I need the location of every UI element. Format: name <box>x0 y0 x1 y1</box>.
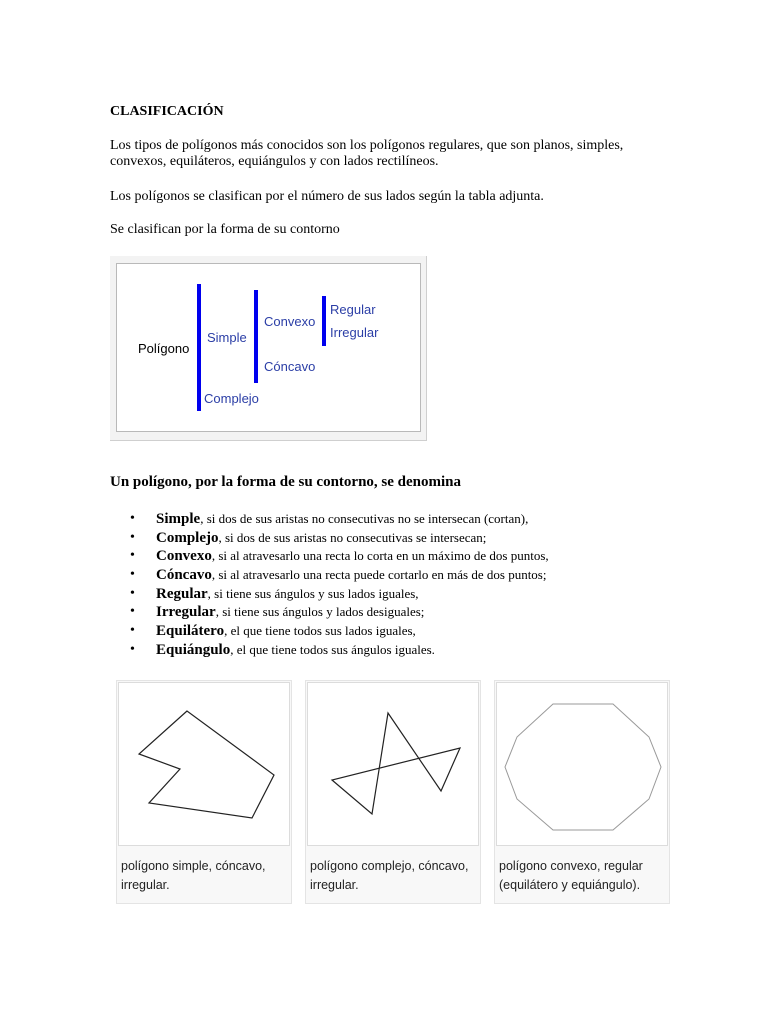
definition-term: Simple <box>156 511 201 527</box>
list-item <box>130 585 549 604</box>
diagram-regular-label: Regular <box>330 302 376 317</box>
list-item <box>130 641 549 660</box>
definitions-list <box>130 510 549 660</box>
definitions-title: Un polígono, por la forma de su contorno, se denomina <box>110 474 462 490</box>
definition-term: Cóncavo <box>156 567 212 584</box>
list-item <box>130 510 549 529</box>
simple-concave-polygon <box>119 683 291 847</box>
list-item <box>130 529 549 548</box>
figure-caption: polígono convexo, regular (equilátero y equiángulo). <box>499 859 643 892</box>
figure-card-regular <box>494 680 670 904</box>
figure-image <box>118 682 290 846</box>
diagram-convex-label: Convexo <box>264 314 316 329</box>
figure-caption: polígono simple, cóncavo, irregular. <box>121 859 266 892</box>
definition-text: , si al atravesarlo una recta lo corta en un máximo de dos puntos, <box>211 548 549 564</box>
definition-text: , si tiene sus ángulos y sus lados iguales, <box>207 585 419 601</box>
figure-image <box>496 682 668 846</box>
diagram-bracket-simple <box>254 290 258 383</box>
definition-text: , si al atravesarlo una recta puede cortarlo en más de dos puntos; <box>211 567 547 583</box>
diagram-irregular-label: Irregular <box>330 325 379 340</box>
classification-diagram <box>110 256 427 441</box>
list-item <box>130 603 549 622</box>
figure-caption: polígono complejo, cóncavo, irregular. <box>310 859 469 892</box>
definition-text: , el que tiene todos sus ángulos iguales. <box>230 641 435 657</box>
shape-paragraph: Se clasifican por la forma de su contorno <box>110 222 340 237</box>
diagram-simple-label: Simple <box>207 330 247 345</box>
diagram-bracket-root <box>197 284 201 411</box>
figure-card-simple <box>116 680 292 904</box>
diagram-concave-label: Cóncavo <box>264 359 316 374</box>
definition-text: , si dos de sus aristas no consecutivas no se intersecan (cortan), <box>200 511 529 526</box>
figure-card-complex <box>305 680 481 904</box>
figure-image <box>307 682 479 846</box>
definition-term: Convexo <box>156 548 212 565</box>
definition-term: Equilátero <box>156 623 225 640</box>
regular-decagon <box>497 683 669 847</box>
definition-text: , el que tiene todos sus lados iguales, <box>224 623 416 639</box>
definition-term: Equiángulo <box>156 641 231 658</box>
diagram-frame <box>116 263 421 432</box>
diagram-root-label: Polígono <box>138 341 190 356</box>
complex-polygon <box>308 683 480 847</box>
list-item <box>130 547 549 566</box>
section-heading: CLASIFICACIÓN <box>110 104 224 119</box>
definition-text: , si tiene sus ángulos y lados desiguales; <box>215 604 425 620</box>
sides-paragraph: Los polígonos se clasifican por el número de sus lados según la tabla adjunta. <box>110 189 544 204</box>
definition-term: Regular <box>156 585 208 602</box>
definition-term: Irregular <box>156 604 216 621</box>
list-item <box>130 622 549 641</box>
diagram-complex-label: Complejo <box>204 391 259 406</box>
intro-paragraph: Los tipos de polígonos más conocidos son los polígonos regulares, que son planos, simples, convexos, equiláteros, equiángulos y con lados rectilíneos. <box>110 138 624 169</box>
diagram-bracket-convex <box>322 296 326 346</box>
definition-text: , si dos de sus aristas no consecutivas se intersecan; <box>218 529 487 545</box>
list-item <box>130 566 549 585</box>
definition-term: Complejo <box>156 529 219 546</box>
